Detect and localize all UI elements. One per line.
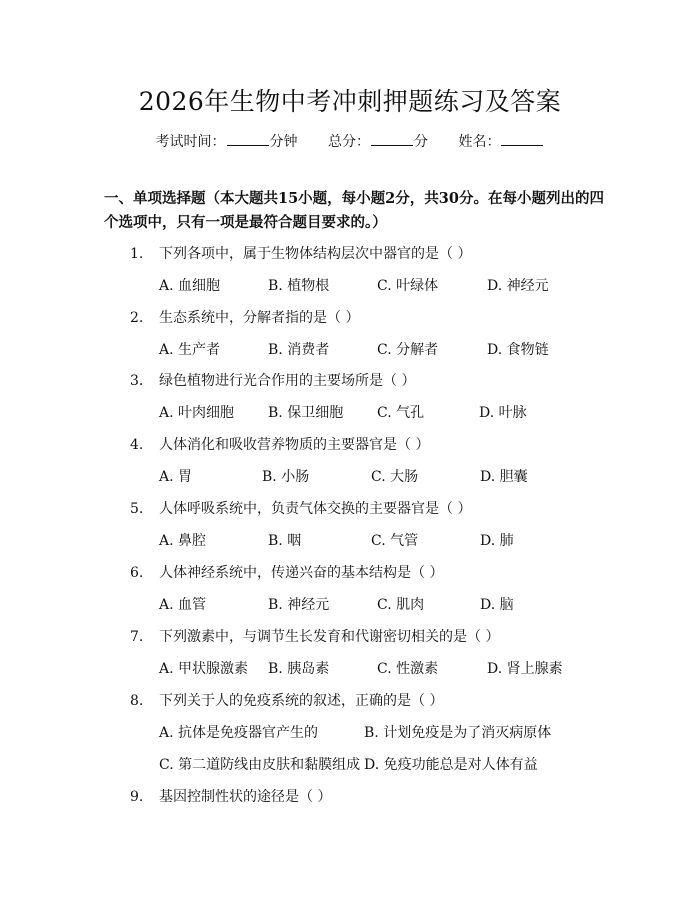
option-d[interactable]: D. 叶脉 — [479, 405, 527, 421]
question-6 — [130, 563, 443, 583]
name-blank[interactable] — [501, 133, 543, 146]
option-b[interactable]: B. 植物根 — [268, 278, 330, 294]
option-b[interactable]: B. 小肠 — [262, 469, 310, 485]
question-text: 下列激素中，与调节生长发育和代谢密切相关的是（ ） — [159, 629, 500, 645]
option-d[interactable]: D. 肾上腺素 — [487, 661, 563, 677]
option-b[interactable]: B. 咽 — [268, 533, 302, 549]
exam-time-unit: 分钟 — [269, 134, 298, 150]
question-text: 下列各项中，属于生物体结构层次中器官的是（ ） — [159, 246, 472, 262]
option-c[interactable]: C. 性激素 — [377, 661, 439, 677]
option-a[interactable]: A. 血细胞 — [159, 278, 221, 294]
option-c[interactable]: C. 叶绿体 — [377, 278, 439, 294]
option-b[interactable]: B. 神经元 — [268, 597, 330, 613]
option-d[interactable]: D. 脑 — [480, 597, 514, 613]
question-number: 9. — [130, 789, 144, 805]
question-text: 人体神经系统中，传递兴奋的基本结构是（ ） — [159, 565, 444, 581]
option-a[interactable]: A. 抗体是免疫器官产生的 — [159, 725, 319, 741]
exam-time-blank[interactable] — [227, 133, 269, 146]
option-d[interactable]: D. 食物链 — [487, 342, 549, 358]
question-number: 7. — [130, 629, 144, 645]
option-c[interactable]: C. 分解者 — [377, 342, 439, 358]
name-field — [458, 131, 544, 151]
option-d[interactable]: D. 神经元 — [487, 278, 549, 294]
option-c[interactable]: C. 气管 — [371, 533, 419, 549]
exam-time-label: 考试时间： — [155, 134, 226, 150]
name-label: 姓名： — [458, 134, 501, 150]
question-number: 4. — [130, 437, 144, 453]
option-a[interactable]: A. 鼻腔 — [159, 533, 207, 549]
question-number: 8. — [130, 693, 144, 709]
option-b[interactable]: B. 胰岛素 — [268, 661, 330, 677]
total-score-label: 总分： — [328, 134, 370, 150]
total-score-unit: 分 — [414, 134, 428, 150]
option-a[interactable]: A. 胃 — [159, 469, 193, 485]
option-c[interactable]: C. 第二道防线由皮肤和黏膜组成 — [159, 757, 361, 773]
question-text: 生态系统中，分解者指的是（ ） — [159, 310, 360, 326]
total-score-blank[interactable] — [371, 133, 413, 146]
question-text: 绿色植物进行光合作用的主要场所是（ ） — [159, 373, 416, 389]
page-title: 2026年生物中考冲刺押题练习及答案 — [138, 87, 562, 116]
exam-time-field — [156, 131, 298, 151]
option-d[interactable]: D. 胆囊 — [480, 469, 528, 485]
option-a[interactable]: A. 血管 — [159, 597, 207, 613]
option-a[interactable]: A. 叶肉细胞 — [159, 405, 235, 421]
question-7 — [130, 627, 499, 647]
question-text: 基因控制性状的途径是（ ） — [159, 789, 332, 805]
option-c[interactable]: C. 大肠 — [371, 469, 419, 485]
question-5 — [130, 499, 471, 519]
question-4 — [130, 435, 429, 455]
option-c[interactable]: C. 气孔 — [377, 405, 425, 421]
option-c[interactable]: C. 肌肉 — [377, 597, 425, 613]
question-1 — [130, 244, 471, 264]
question-2 — [130, 308, 359, 328]
option-a[interactable]: A. 甲状腺激素 — [159, 661, 249, 677]
question-text: 人体消化和吸收营养物质的主要器官是（ ） — [159, 437, 430, 453]
question-3 — [130, 371, 415, 391]
question-8 — [130, 691, 443, 711]
section-heading: 一、单项选择题（本大题共15小题，每小题2分，共30分。在每小题列出的四个选项中，只有一项是最符合题目要求的。） — [104, 190, 604, 231]
option-b[interactable]: B. 消费者 — [268, 342, 330, 358]
option-d[interactable]: D. 免疫功能总是对人体有益 — [364, 757, 538, 773]
total-score-field — [328, 131, 428, 151]
question-number: 2. — [130, 310, 144, 326]
question-number: 6. — [130, 565, 144, 581]
question-number: 3. — [130, 373, 144, 389]
exam-info — [0, 131, 700, 151]
option-b[interactable]: B. 计划免疫是为了消灭病原体 — [364, 725, 552, 741]
question-number: 5. — [130, 501, 144, 517]
question-9 — [130, 787, 331, 807]
option-a[interactable]: A. 生产者 — [159, 342, 221, 358]
question-text: 人体呼吸系统中，负责气体交换的主要器官是（ ） — [159, 501, 472, 517]
question-number: 1. — [130, 246, 144, 262]
option-d[interactable]: D. 肺 — [480, 533, 514, 549]
option-b[interactable]: B. 保卫细胞 — [268, 405, 344, 421]
question-text: 下列关于人的免疫系统的叙述，正确的是（ ） — [159, 693, 444, 709]
